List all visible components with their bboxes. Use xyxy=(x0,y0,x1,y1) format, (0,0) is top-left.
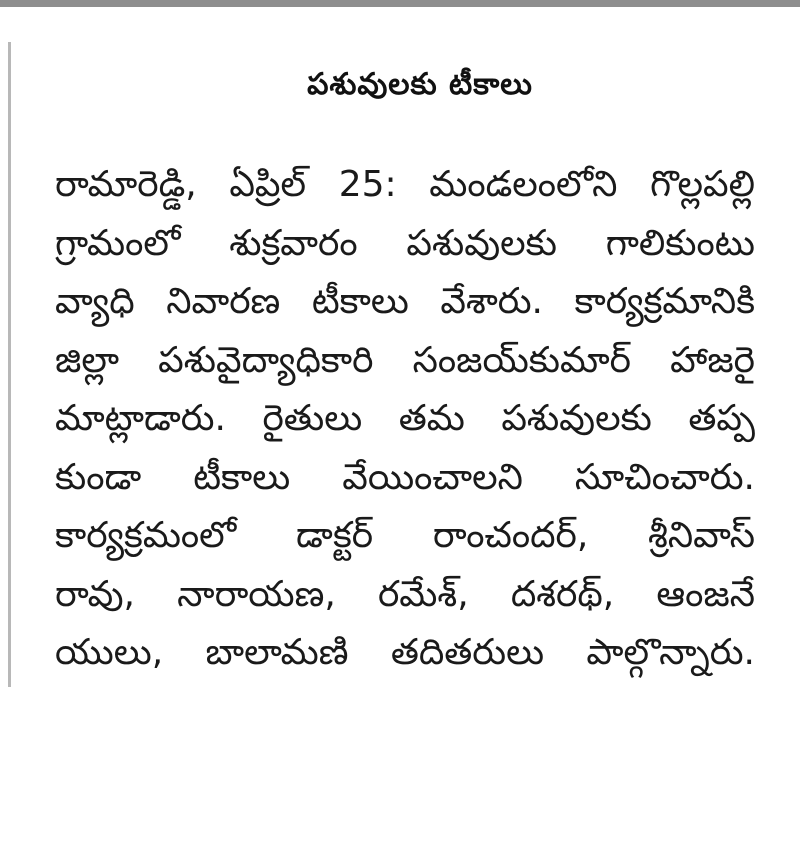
article-line: కుండా టీకాలు వేయించాలని సూచించారు. xyxy=(55,456,755,498)
headline: పశువులకు టీకాలు xyxy=(307,67,533,102)
top-border-rule xyxy=(0,0,800,7)
article-line: రావు, నారాయణ, రమేశ్, దశరథ్, ఆంజనే xyxy=(55,573,755,615)
article-line: జిల్లా పశువైద్యాధికారి సంజయ్‌కుమార్ హాజరై xyxy=(55,339,755,381)
article-line: గ్రామంలో శుక్రవారం పశువులకు గాలికుంటు xyxy=(55,222,755,264)
article-line: మాట్లాడారు. రైతులు తమ పశువులకు తప్ప xyxy=(55,398,755,439)
article-body xyxy=(55,156,755,683)
column-divider-rule xyxy=(8,42,11,687)
article-line: యులు, బాలామణి తదితరులు పాల్గొన్నారు. xyxy=(55,632,755,673)
article-line: కార్యక్రమంలో డాక్టర్ రాంచందర్, శ్రీనివాస్ xyxy=(55,515,755,556)
article-line: వ్యాధి నివారణ టీకాలు వేశారు. కార్యక్రమానికి xyxy=(55,281,755,322)
article-line: రామారెడ్డి, ఏప్రిల్ 25: మండలంలోని గొల్లపల్లి xyxy=(55,164,755,205)
